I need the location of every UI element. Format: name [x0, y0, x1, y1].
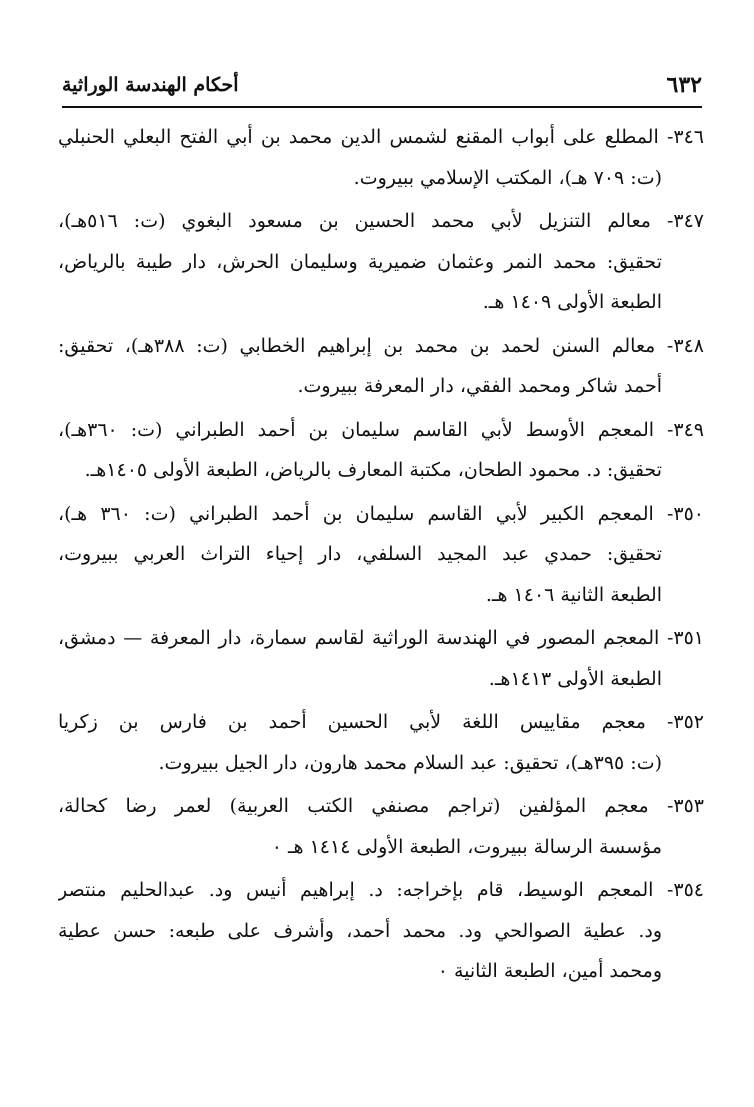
page-header — [62, 66, 702, 106]
entry-line: ومحمد أمين، الطبعة الثانية ٠ — [437, 960, 662, 982]
entry-line: ٣٥٣- معجم المؤلفين (تراجم مصنفي الكتب العربية) لعمر رضا كحالة، — [58, 795, 704, 817]
running-title: أحكام الهندسة الوراثية — [62, 74, 239, 96]
bibliography-entry-347 — [58, 201, 704, 323]
entry-line: ٣٥٠- المعجم الكبير لأبي القاسم سليمان بن أحمد الطبراني (ت: ٣٦٠ هـ)، — [58, 502, 704, 525]
entry-line: الطبعة الأولى ١٤١٣هـ. — [488, 667, 662, 690]
entry-line: ٣٤٨- معالم السنن لحمد بن محمد بن إبراهيم الخطابي (ت: ٣٨٨هـ)، تحقيق: — [58, 334, 704, 357]
entry-line: مؤسسة الرسالة ببيروت، الطبعة الأولى ١٤١٤ هـ ٠ — [271, 835, 662, 858]
header-rule — [62, 106, 702, 108]
page-number: ٦٣٢ — [666, 72, 702, 98]
entry-line: تحقيق: حمدي عبد المجيد السلفي، دار إحياء التراث العربي ببيروت، — [58, 543, 662, 565]
entry-line: ود. عطية الصوالحي ود. محمد أحمد، وأشرف على طبعه: حسن عطية — [58, 919, 662, 942]
entry-line: ٣٤٧- معالم التنزيل لأبي محمد الحسين بن مسعود البغوي (ت: ٥١٦هـ)، — [58, 210, 704, 232]
entry-line: ٣٤٩- المعجم الأوسط لأبي القاسم سليمان بن أحمد الطبراني (ت: ٣٦٠هـ)، — [58, 418, 704, 441]
bibliography-entry-346 — [58, 117, 704, 198]
bibliography-entry-349 — [58, 410, 704, 491]
entry-line: تحقيق: محمد النمر وعثمان ضميرية وسليمان الحرش، دار طيبة بالرياض، — [58, 250, 662, 273]
entry-line: ٣٥١- المعجم المصور في الهندسة الوراثية لقاسم سمارة، دار المعرفة — دمشق، — [58, 627, 704, 649]
entry-line: تحقيق: د. محمود الطحان، مكتبة المعارف بالرياض، الطبعة الأولى ١٤٠٥هـ. — [84, 459, 662, 481]
entry-line: ٣٤٦- المطلع على أبواب المقنع لشمس الدين محمد بن أبي الفتح البعلي الحنبلي — [58, 126, 704, 148]
bibliography-entry-354 — [58, 870, 704, 992]
entry-line: الطبعة الأولى ١٤٠٩ هـ. — [482, 291, 662, 313]
entry-line: ٣٥٤- المعجم الوسيط، قام بإخراجه: د. إبراهيم أنيس ود. عبدالحليم منتصر — [58, 879, 704, 901]
bibliography-entry-350 — [58, 494, 704, 616]
entry-line: أحمد شاكر ومحمد الفقي، دار المعرفة ببيروت. — [297, 375, 662, 397]
entry-line: ٣٥٢- معجم مقاييس اللغة لأبي الحسين أحمد بن فارس بن زكريا — [58, 711, 704, 733]
bibliography-entry-348 — [58, 326, 704, 407]
entry-line: (ت: ٣٩٥هـ)، تحقيق: عبد السلام محمد هارون، دار الجيل ببيروت. — [158, 751, 662, 774]
entry-line: الطبعة الثانية ١٤٠٦ هـ. — [485, 583, 662, 606]
entry-line: (ت: ٧٠٩ هـ)، المكتب الإسلامي ببيروت. — [353, 166, 662, 189]
bibliography-entry-351 — [58, 618, 704, 699]
bibliography-list — [58, 117, 704, 995]
bibliography-entry-352 — [58, 702, 704, 783]
bibliography-entry-353 — [58, 786, 704, 867]
